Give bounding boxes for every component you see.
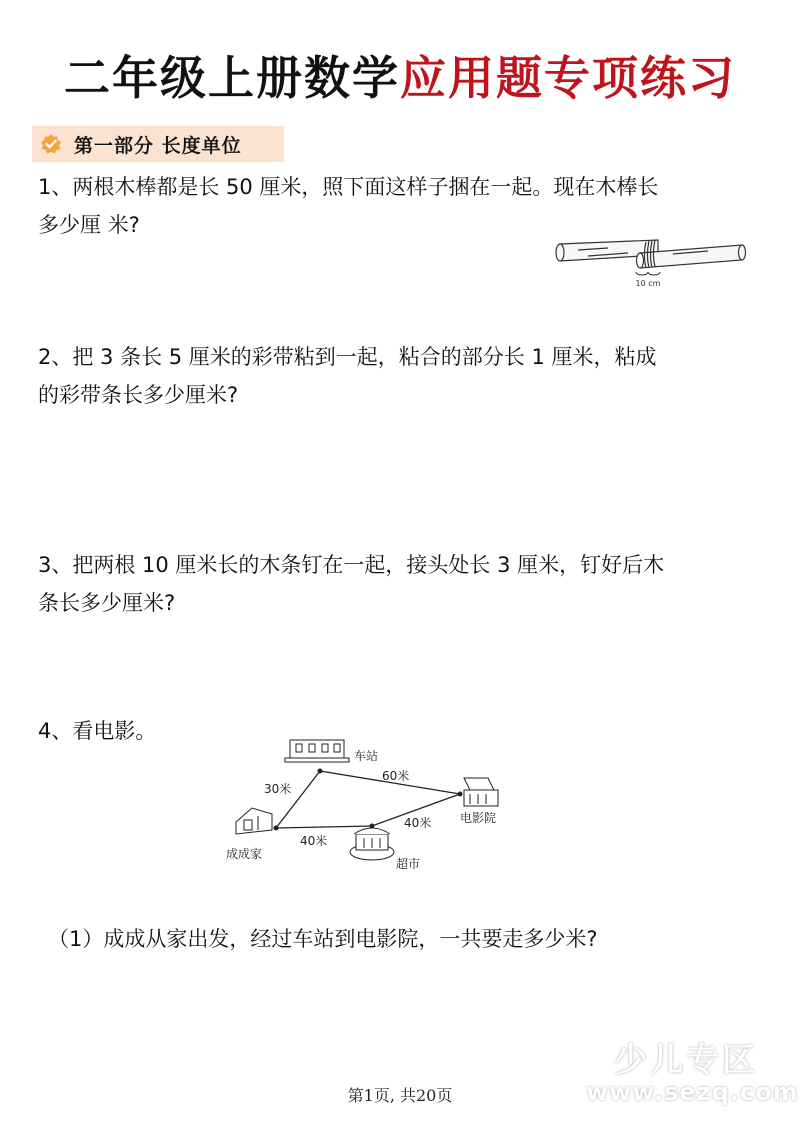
title-part-1: 二年级上册数学 [64, 51, 400, 105]
question-3-line-2: 条长多少厘米? [38, 591, 176, 615]
question-1-line-1: 1、两根木棒都是长 50 厘米，照下面这样子捆在一起。现在木棒长 [38, 175, 659, 199]
watermark-brand: 少儿专区 [614, 1040, 758, 1079]
dist-home-market: 40米 [300, 834, 328, 848]
label-station: 车站 [354, 749, 379, 763]
section-header [32, 126, 284, 162]
label-home: 成成家 [226, 847, 263, 861]
label-market: 超市 [396, 857, 421, 871]
badge-check-icon [40, 133, 62, 155]
question-1-line-2: 多少厘 米? [38, 213, 140, 237]
market-icon [350, 828, 394, 860]
stick-overlap-label: 10 cm [635, 279, 661, 288]
home-icon [236, 808, 272, 834]
title-part-2: 应用题专项练习 [400, 51, 736, 105]
question-4-line-1: 4、看电影。 [38, 719, 157, 743]
dist-home-station: 30米 [264, 782, 292, 796]
label-cinema: 电影院 [460, 811, 497, 825]
station-icon [285, 740, 349, 762]
route-map-figure [214, 730, 524, 900]
section-title: 第一部分 长度单位 [74, 134, 242, 157]
question-2-line-2: 的彩带条长多少厘米? [38, 383, 239, 407]
question-3-line-1: 3、把两根 10 厘米长的木条钉在一起，接头处长 3 厘米，钉好后木 [38, 553, 665, 577]
question-2 [38, 338, 768, 414]
sticks-figure [548, 228, 748, 298]
subquestion-1: （1）成成从家出发，经过车站到电影院，一共要走多少米? [48, 927, 598, 951]
question-2-line-1: 2、把 3 条长 5 厘米的彩带粘到一起，粘合的部分长 1 厘米，粘成 [38, 345, 657, 369]
cinema-icon [464, 778, 498, 806]
dist-market-cinema: 40米 [404, 816, 432, 830]
watermark-url: www.sezq.com [586, 1078, 799, 1106]
question-3 [38, 546, 768, 622]
dist-station-cinema: 60米 [382, 769, 410, 783]
page-title [0, 48, 800, 108]
page-footer: 第1页, 共20页 [347, 1086, 453, 1105]
